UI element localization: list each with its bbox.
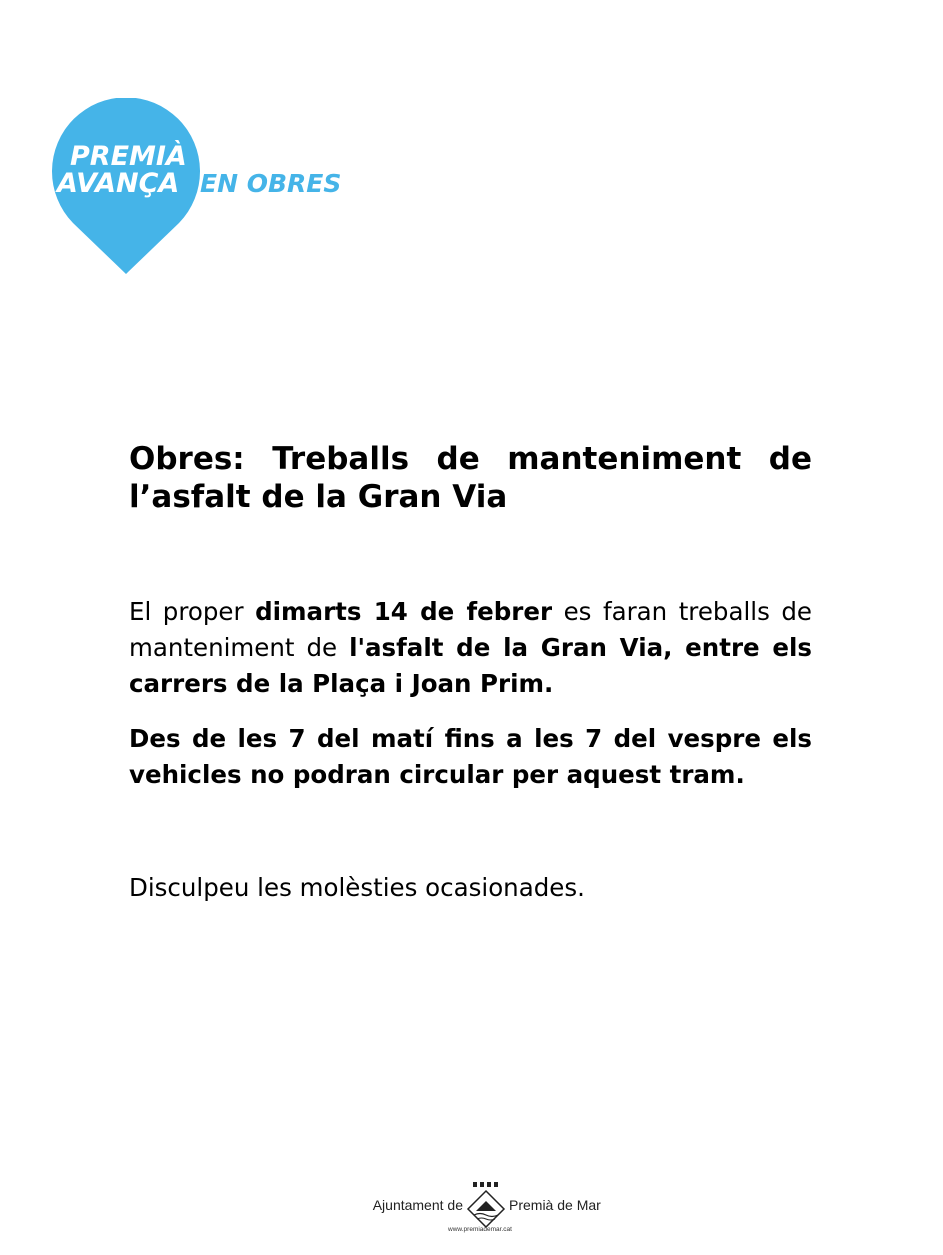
notice-paragraph-2: Des de les 7 del matí fins a les 7 del vespre els vehicles no podran circular per aquest tram. [129,724,812,789]
p1-text-c: es faran treballs de manteniment de [129,597,812,662]
notice-title: Obres: Treballs de manteniment de l’asfalt de la Gran Via [129,441,812,515]
location-pin-icon [50,98,380,278]
footer-premia-de-mar: Premià de Mar [509,1197,601,1213]
notice-apology: Disculpeu les molèsties ocasionades. [129,873,585,902]
logo-tagline: EN OBRES [200,169,342,198]
footer-ajuntament: Ajuntament de [372,1197,463,1213]
p1-location: l'asfalt de la Gran Via, entre els carrers de la Plaça i Joan Prim. [129,633,812,698]
logo-line1: PREMIÀ [70,141,187,172]
premia-avanca-logo [50,98,380,278]
municipal-crest-icon [464,1182,508,1228]
logo-line2: AVANÇA [57,168,180,199]
p1-date: dimarts 14 de febrer [255,597,553,626]
footer [300,1168,660,1238]
footer-website: www.premiademar.cat [448,1226,512,1233]
footer-row [300,1182,660,1222]
p1-text-a: El proper [129,597,256,626]
notice-paragraph-1 [129,594,812,702]
